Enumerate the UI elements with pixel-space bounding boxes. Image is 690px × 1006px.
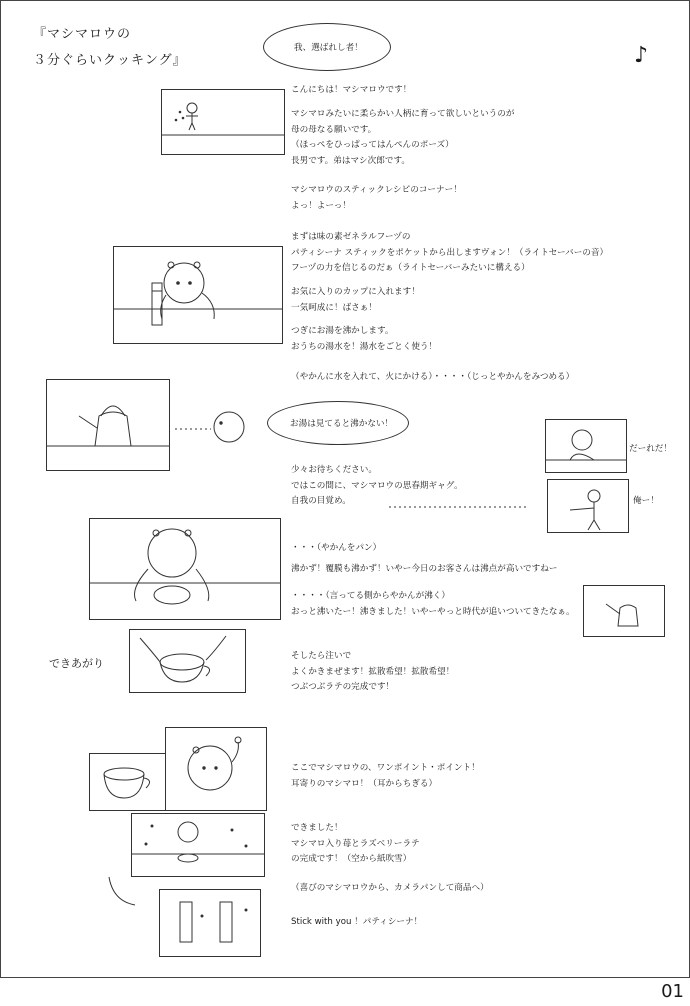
dotted-arrow-drawing [387, 501, 537, 515]
panel-kettle-boiled [583, 585, 665, 637]
script-paragraph-boiled: ・・・・（言ってる側からやかんが沸く） おっと沸いたー！沸きました！いやーやっと時代が追いついてきたなぁ。 [291, 591, 575, 617]
label-done: できあがり [49, 657, 104, 670]
panel-who [545, 419, 627, 473]
label-who: だーれだ！ [629, 444, 672, 454]
panel-kettle [46, 379, 170, 471]
script-paragraph-cup: お気に入りのカップに入れます！ 一気呵成に！ばさぁ！ [291, 287, 420, 313]
panel-stick-out [113, 246, 283, 344]
script-paragraph-point: ここでマシマロウの、ワンポイント・ポイント！ 耳寄りのマシマロ！（耳からちぎる） [291, 763, 480, 789]
script-line-not-boiling: 沸かず！覆膜も沸かず！いやー今日のお客さんは沸点が高いですねー [291, 564, 558, 574]
curved-arrow-drawing [105, 873, 145, 913]
script-paragraph-wait: 少々お待ちください。 ではこの間に、マシマロウの思春期ギャグ。 自我の目覚め。 [291, 465, 463, 506]
page-title-line2: ３分ぐらいクッキング』 [33, 53, 187, 68]
panel-me [547, 479, 629, 533]
speech-bubble-chosen [263, 23, 391, 71]
script-paragraph-complete: できました！ マシマロ入り苺とラズベリーラテ の完成です！（空から紙吹雪） [291, 823, 420, 864]
speech-bubble-boiling [267, 401, 409, 445]
panel-cup-done [129, 629, 246, 693]
panel-bowl [89, 518, 281, 620]
script-line-pan: ・・・（やかんをパン） [291, 543, 382, 553]
panel-finished [131, 813, 265, 877]
script-paragraph-corner: マシマロウのスティックレシピのコーナー！ よっ！よーっ！ [291, 185, 462, 211]
script-paragraph-pour: そしたら注いで よくかきまぜます！拡散希望！拡散希望！ つぶつぶラテの完成です！ [291, 651, 455, 692]
panel-product [159, 889, 261, 957]
character-peeking-drawing [171, 401, 251, 451]
panel-character-intro [161, 89, 285, 155]
script-line-camera-pan: （喜びのマシマロウから、カメラパンして商品へ） [291, 883, 489, 893]
panel-cup-closeup [89, 753, 167, 811]
script-paragraph-stick: まずは味の素ゼネラルフーヅの パティシーナ スティックをポケットから出しますヴォン！（ライトセーバーの音） フーヅの力を信じるのだぁ（ライトセーバーみたいに構える） [291, 232, 609, 273]
speech-bubble-boiling-text: お湯は見てると沸かない！ [290, 419, 394, 429]
speech-bubble-chosen-text: 我、選ばれし者！ [294, 43, 363, 53]
script-paragraph-intro: マシマロみたいに柔らかい人柄に育って欲しいというのが 母の母なる願いです。 （ほっぺをひっぱってはんぺんのポーズ） 長男です。弟はマシ次郎です。 [291, 109, 515, 166]
music-note-icon: ♪ [634, 43, 649, 68]
label-me: 俺ー！ [633, 496, 659, 506]
script-paragraph-boil: つぎにお湯を沸かします。 おうちの湯水を！湯水をごとく使う！ [291, 326, 438, 352]
panel-ear-tear [165, 727, 267, 811]
page-title-line1: 『マシマロウの [33, 27, 132, 42]
script-line-slogan: Stick with you ！パティシーナ！ [291, 917, 423, 927]
script-line-greeting: こんにちは！マシマロウです！ [291, 85, 412, 95]
page-number: 01 [661, 981, 684, 1002]
script-line-kettle: （やかんに水を入れて、火にかける）・・・・（じっとやかんをみつめる） [291, 372, 575, 382]
